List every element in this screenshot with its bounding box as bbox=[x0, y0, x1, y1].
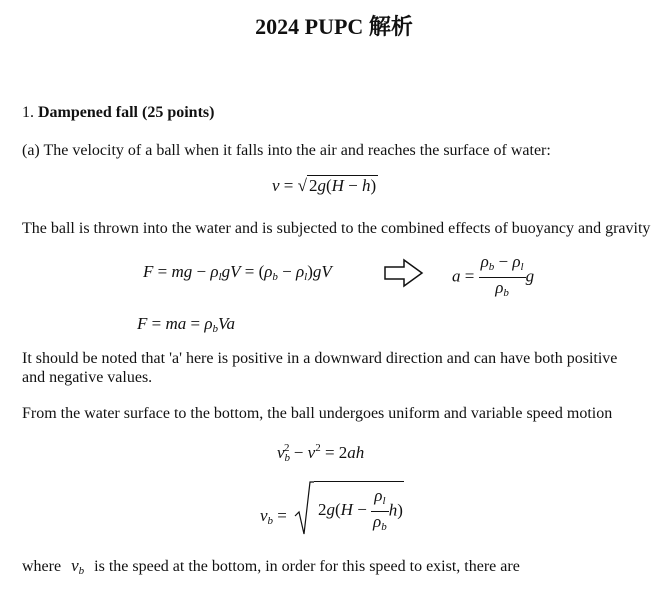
where-rest: is the speed at the bottom, in order for this speed to exist, there are bbox=[94, 558, 520, 575]
radical-sign bbox=[294, 480, 314, 536]
problem-number: 1. bbox=[22, 104, 34, 121]
part-a-intro: (a) The velocity of a ball when it falls into the air and reaches the surface of water: bbox=[22, 142, 551, 159]
page-title: 2024 PUPC 解析 bbox=[255, 14, 413, 39]
newton-equation: F = ma = $\rho_bVa$ bbox=[137, 314, 236, 335]
note-line-2: and negative values. bbox=[22, 369, 153, 386]
kinematics-equation: $v_b^2 - v^2 = 2ah$ bbox=[277, 442, 365, 464]
velocity-equation: v = √ 2g(H − h) bbox=[272, 176, 377, 195]
motion-text: From the water surface to the bottom, the ball undergoes uniform and variable speed motion bbox=[22, 405, 613, 422]
radical-bar bbox=[314, 481, 404, 482]
problem-title: Dampened fall (25 points) bbox=[38, 104, 215, 121]
where-line: where $v_b$ is the speed at the bottom, in order for this speed to exist, there are bbox=[22, 556, 520, 577]
problem-heading bbox=[22, 104, 214, 122]
acceleration-equation: a = $\frac{\rho_b - \rho_l}{\rho_b}$ g bbox=[452, 252, 535, 299]
force-equation: F = mg − $\rho_lgV = (\rho_b - \rho_l)gV$ bbox=[143, 262, 332, 283]
radicand: 2g(H − $\frac{\rho_l}{\rho_b}$ h) bbox=[318, 486, 403, 533]
note-line-1: It should be noted that 'a' here is positive in a downward direction and can have both positive bbox=[22, 350, 618, 367]
where-word: where bbox=[22, 558, 62, 575]
buoyancy-text: The ball is thrown into the water and is subjected to the combined effects of buoyancy and gravity bbox=[22, 220, 651, 237]
implies-arrow-icon bbox=[384, 258, 424, 288]
bottom-speed-equation: $v_b$ = bbox=[260, 506, 287, 527]
